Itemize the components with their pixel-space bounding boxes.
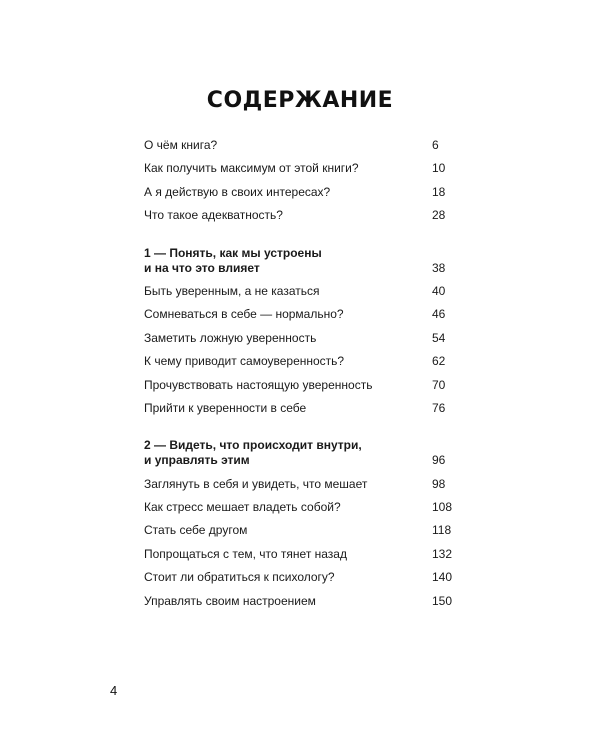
chapter-title-line1: 1 — Понять, как мы устроены	[144, 245, 322, 260]
toc-entry[interactable]	[144, 284, 464, 307]
toc-entry[interactable]	[144, 547, 464, 570]
chapter-1-heading[interactable]	[144, 246, 464, 284]
toc-entry-page: 118	[432, 523, 452, 538]
toc-entry-page: 10	[432, 161, 446, 176]
toc-entry-page: 62	[432, 354, 446, 369]
toc-entry-adequacy[interactable]	[144, 208, 464, 231]
toc-entry-title: Заметить ложную уверенность	[144, 330, 317, 345]
toc-entry-page: 6	[432, 138, 439, 152]
toc-entry-page: 46	[432, 307, 446, 322]
chapter-2-heading[interactable]	[144, 438, 464, 476]
toc-entry-title: Как получить максимум от этой книги?	[144, 161, 359, 176]
toc-entry-title: Прийти к уверенности в себе	[144, 400, 307, 415]
toc-entry-page: 54	[432, 330, 446, 345]
toc-entry-title: Заглянуть в себя и увидеть, что мешает	[144, 476, 368, 491]
toc-entry[interactable]	[144, 354, 464, 377]
toc-entry-title: Что такое адекватность?	[144, 208, 283, 223]
toc-entry-own-interests[interactable]	[144, 185, 464, 208]
toc-entry-page: 98	[432, 476, 446, 491]
table-of-contents	[144, 138, 464, 617]
toc-entry[interactable]	[144, 570, 464, 593]
toc-entry-title: Попрощаться с тем, что тянет назад	[144, 546, 347, 561]
toc-entry-title: Управлять своим настроением	[144, 593, 316, 608]
section-spacer	[144, 424, 464, 438]
section-spacer	[144, 232, 464, 246]
chapter-page: 96	[432, 453, 446, 468]
toc-entry-title: Быть уверенным, а не казаться	[144, 283, 320, 298]
toc-entry-page: 40	[432, 283, 446, 298]
toc-entry[interactable]	[144, 307, 464, 330]
toc-entry-page: 132	[432, 546, 453, 561]
toc-entry-title: А я действую в своих интересах?	[144, 184, 331, 199]
toc-entry-page: 76	[432, 400, 446, 415]
toc-entry[interactable]	[144, 594, 464, 617]
chapter-title-line1: 2 — Видеть, что происходит внутри,	[144, 438, 362, 453]
toc-entry-about-book[interactable]	[144, 138, 464, 161]
toc-entry[interactable]	[144, 500, 464, 523]
toc-entry-title: Стать себе другом	[144, 523, 248, 538]
toc-entry-page: 18	[432, 184, 446, 199]
toc-entry[interactable]	[144, 401, 464, 424]
toc-entry-page: 108	[432, 500, 453, 515]
toc-entry[interactable]	[144, 378, 464, 401]
toc-entry-get-maximum[interactable]	[144, 161, 464, 184]
toc-entry-title: О чём книга?	[144, 138, 218, 152]
toc-entry-title: Сомневаться в себе — нормально?	[144, 307, 344, 322]
toc-entry-title: Прочувствовать настоящую уверенность	[144, 377, 373, 392]
toc-entry-page: 150	[432, 593, 453, 608]
page-number: 4	[110, 683, 118, 698]
chapter-title-line2: и на что это влияет	[144, 260, 260, 275]
toc-entry[interactable]	[144, 477, 464, 500]
toc-entry-title: К чему приводит самоуверенность?	[144, 354, 345, 369]
toc-entry-page: 28	[432, 208, 446, 223]
page-title: СОДЕРЖАНИЕ	[206, 88, 394, 113]
toc-entry-page: 140	[432, 570, 453, 585]
chapter-page: 38	[432, 260, 446, 275]
toc-entry-title: Как стресс мешает владеть собой?	[144, 500, 341, 515]
toc-entry[interactable]	[144, 523, 464, 546]
chapter-title-line2: и управлять этим	[144, 453, 250, 468]
toc-entry[interactable]	[144, 331, 464, 354]
toc-entry-page: 70	[432, 377, 446, 392]
toc-entry-title: Стоит ли обратиться к психологу?	[144, 570, 335, 585]
